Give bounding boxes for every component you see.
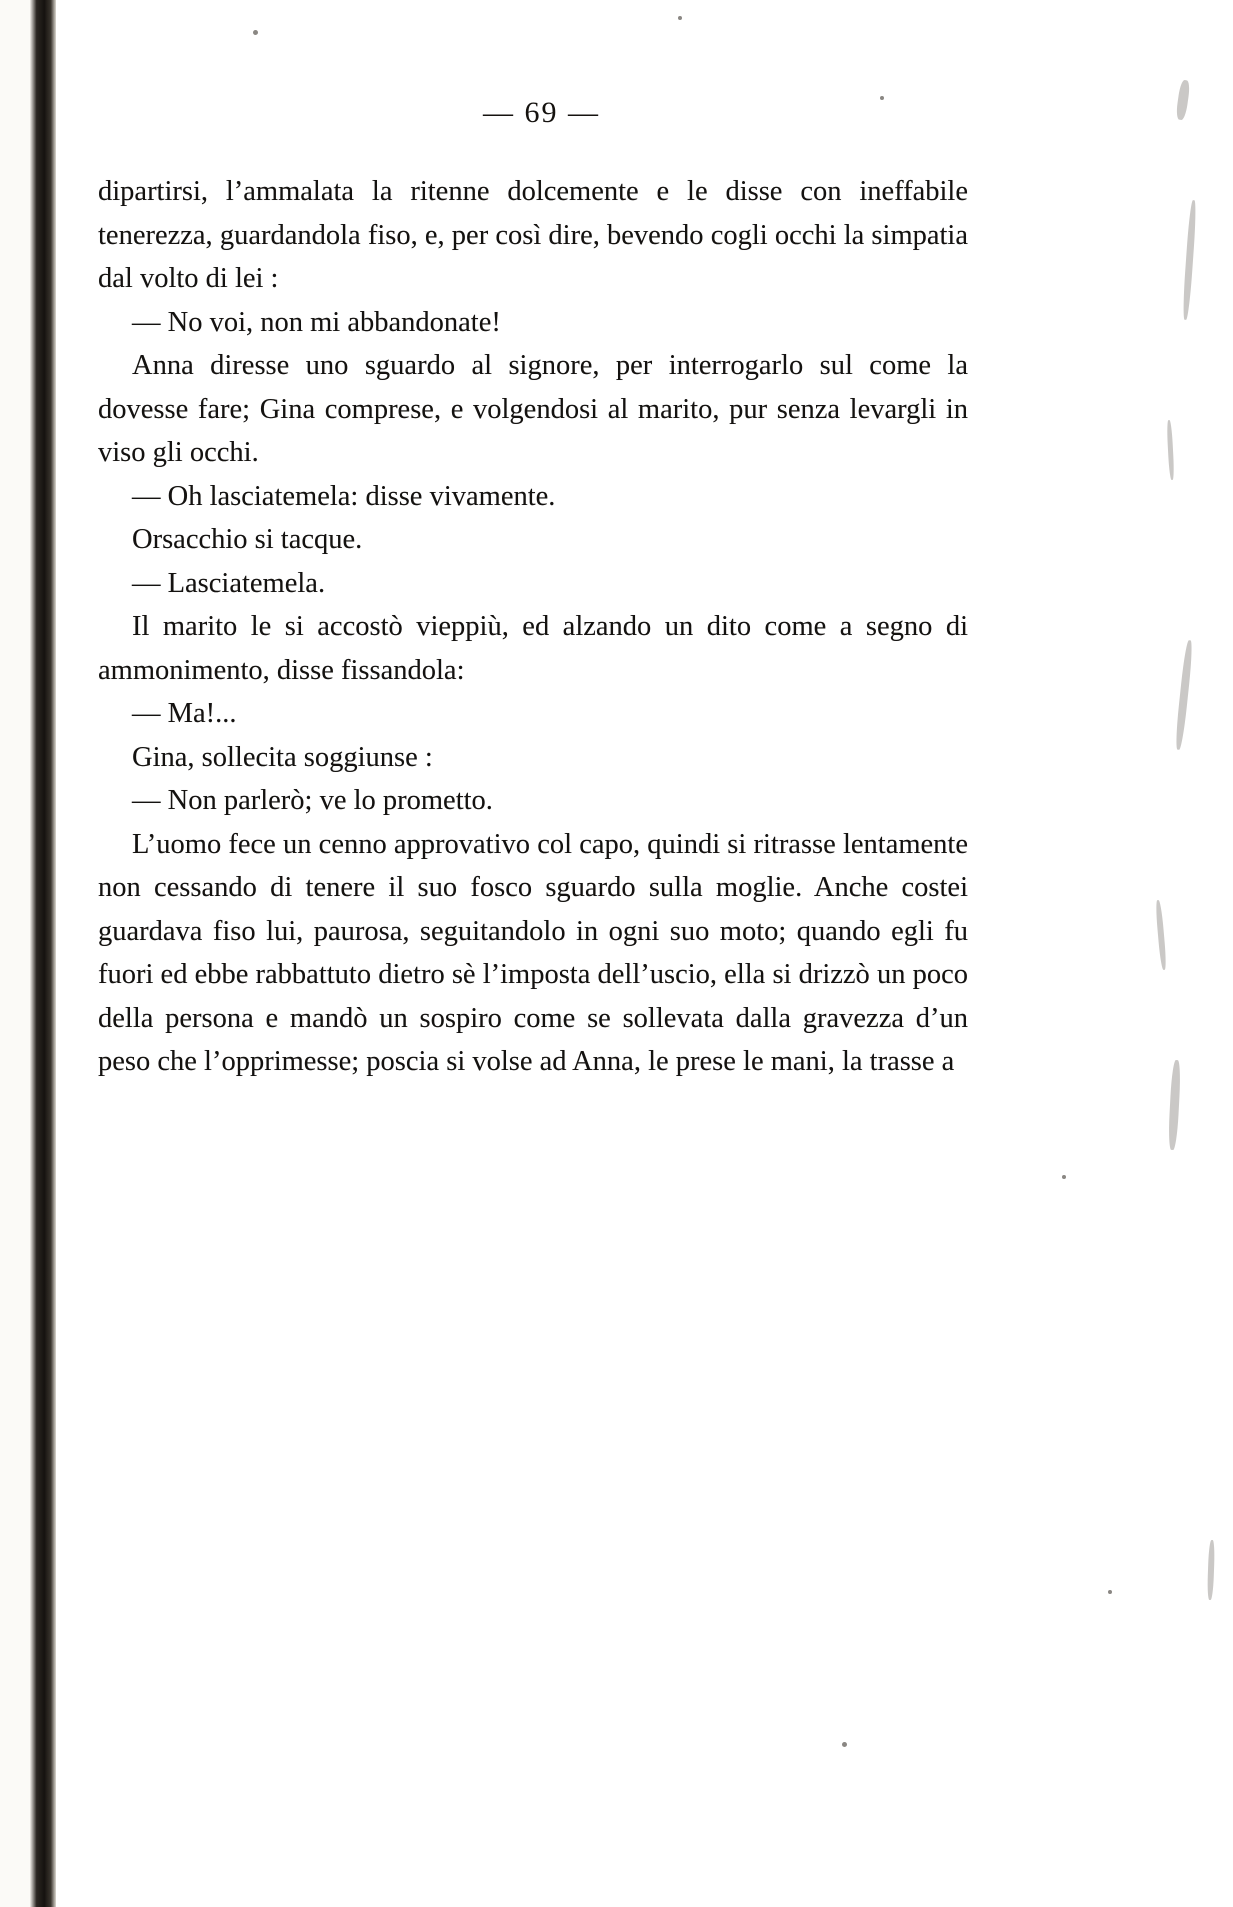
paragraph: L’uomo fece un cenno approvativo col capo, quindi si ritrasse lentamente non cessando di tenere il suo fosco sguardo sulla moglie. Anche costei guardava fiso lui, paurosa, seguitandolo in ogni suo moto; quando egli fu fuori ed ebbe rabbattuto dietro sè l’imposta dell’uscio, ella si drizzò un poco della persona e mandò un sospiro come se sollevata dalla gravezza d’un peso che l’opprimesse; poscia si volse ad Anna, le prese le mani, la trasse a <box>98 828 968 1077</box>
page-number <box>0 96 1233 130</box>
scan-speck <box>253 30 258 35</box>
scan-artifacts <box>1018 0 1233 1907</box>
page-body-text <box>98 170 968 1084</box>
paragraph: Il marito le si accostò vieppiù, ed alzando un dito come a segno di ammonimento, disse fissandola: <box>98 611 968 686</box>
paragraph: dipartirsi, l’ammalata la ritenne dolcemente e le disse con ineffabile tenerezza, guardandola fiso, e, per così dire, bevendo cogli occhi la simpatia dal volto di lei : <box>98 176 968 294</box>
paragraph: — Oh lasciatemela: disse vivamente. <box>132 480 556 512</box>
paragraph: Orsacchio si tacque. <box>132 524 363 555</box>
book-binding-shadow <box>30 0 56 1907</box>
paragraph: — Lasciatemela. <box>132 567 326 599</box>
paragraph: — Non parlerò; ve lo prometto. <box>132 785 493 816</box>
page-outer-margin <box>0 0 31 1907</box>
paragraph: Gina, sollecita soggiunse : <box>132 741 433 773</box>
paragraph: Anna diresse uno sguardo al signore, per interrogarlo sul come la dovesse fare; Gina comprese, e volgendosi al marito, pur senza levargli in viso gli occhi. <box>98 350 968 468</box>
paragraph: — No voi, non mi abbandonate! <box>132 306 501 338</box>
scan-speck <box>1062 1175 1066 1179</box>
scan-speck <box>1108 1590 1112 1594</box>
scan-speck <box>842 1742 847 1747</box>
paragraph: — Ma!... <box>132 698 237 729</box>
page-number-label: — 69 — <box>483 96 600 129</box>
scan-speck <box>678 16 682 20</box>
